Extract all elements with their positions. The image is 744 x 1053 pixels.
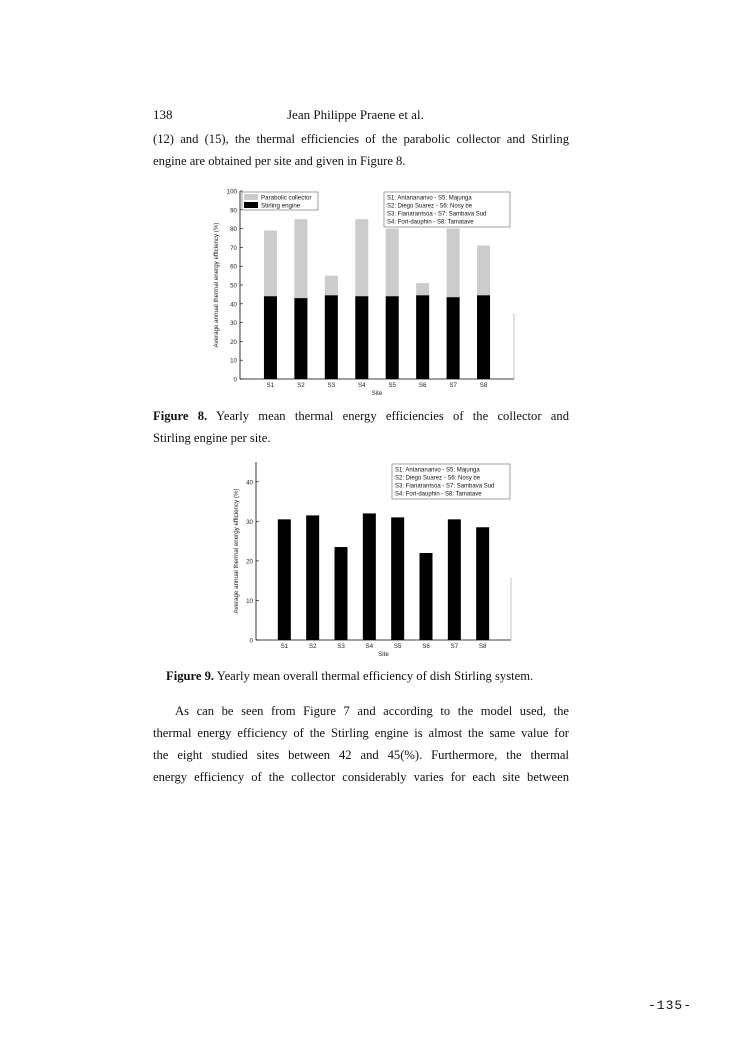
y-tick-label: 0 [233, 376, 237, 384]
bar [448, 519, 461, 640]
x-tick-label: S2 [297, 382, 305, 389]
series-legend-label: Stirling engine [261, 202, 301, 210]
y-tick-label: 30 [246, 518, 253, 526]
x-tick-label: S6 [418, 382, 427, 389]
site-legend-entry: S4: Fort-dauphin - S8: Tamatave [395, 491, 482, 498]
x-tick-label: S4 [357, 382, 366, 389]
bar [386, 296, 399, 379]
x-tick-label: S8 [479, 382, 488, 389]
y-axis-label: Average annual thermal energy efficiency (%) [213, 222, 220, 348]
bar [363, 513, 376, 640]
body-line: the eight studied sites between 42 and 45(%). Furthermore, the thermal [153, 748, 569, 762]
figure-8-svg [208, 185, 516, 397]
series-legend-swatch [244, 202, 258, 208]
x-tick-label: S4 [365, 643, 374, 650]
x-tick-label: S8 [478, 643, 487, 650]
x-tick-label: S5 [393, 643, 402, 650]
running-header-authors: Jean Philippe Praene et al. [287, 107, 424, 122]
body-paragraph [153, 700, 569, 788]
y-tick-label: 90 [230, 207, 237, 215]
bar [294, 298, 307, 379]
figure-9-svg [228, 456, 518, 661]
site-legend-entry: S2: Diego Suarez - S6: Nosy be [395, 475, 481, 482]
y-tick-label: 0 [249, 637, 253, 645]
x-tick-label: S7 [450, 643, 459, 650]
y-tick-label: 40 [230, 301, 237, 309]
y-axis-label: Average annual thermal energy efficiency (%) [233, 488, 240, 614]
x-tick-label: S6 [422, 643, 430, 650]
bar [420, 553, 433, 640]
figure-9-label: Figure 9. [166, 669, 215, 683]
y-tick-label: 50 [230, 282, 237, 290]
bar [306, 515, 319, 640]
bar [391, 517, 404, 640]
bar [416, 295, 429, 379]
x-axis-label: Site [378, 651, 389, 658]
y-tick-label: 60 [230, 263, 237, 271]
x-tick-label: S3 [327, 382, 336, 389]
figure-9-caption [166, 665, 533, 687]
site-legend-entry: S1: Antananarivo - S5: Majunga [395, 467, 480, 474]
bar [355, 296, 368, 379]
intro-line: (12) and (15), the thermal efficiencies of the parabolic collector and Stirling [153, 132, 569, 146]
x-tick-label: S5 [388, 382, 397, 389]
body-line: As can be seen from Figure 7 and according to the model used, the [175, 704, 569, 718]
body-line: thermal energy efficiency of the Stirling engine is almost the same value for [153, 726, 569, 740]
y-tick-label: 100 [226, 188, 237, 196]
figure-8-chart [208, 185, 516, 397]
figure-8-label: Figure 8. [153, 409, 208, 423]
x-tick-label: S1 [266, 382, 275, 389]
x-axis-label: Site [371, 390, 383, 397]
y-tick-label: 80 [230, 226, 237, 234]
y-tick-label: 30 [230, 320, 237, 328]
bar [278, 519, 291, 640]
x-tick-label: S1 [280, 643, 289, 650]
site-legend-entry: S4: Fort-dauphin - S8: Tamatave [387, 219, 474, 226]
series-legend-swatch [244, 194, 258, 200]
intro-line: engine are obtained per site and given in Figure 8. [153, 154, 406, 168]
bar [477, 295, 490, 379]
bar [264, 296, 277, 379]
y-tick-label: 20 [230, 338, 237, 346]
site-legend-entry: S3: Fianarantsoa - S7: Sambava Sud [395, 483, 495, 490]
footer-page-label: -135- [647, 998, 692, 1013]
bar [447, 297, 460, 379]
y-tick-label: 20 [246, 558, 253, 566]
y-tick-label: 70 [230, 244, 237, 252]
intro-paragraph [153, 128, 569, 172]
site-legend-entry: S1: Antananarivo - S5: Majunga [387, 195, 472, 202]
figure-8-caption [153, 405, 569, 449]
figure-8-caption-line [153, 405, 569, 427]
bar [335, 547, 348, 640]
figure-8-caption-text: Yearly mean thermal energy efficiencies of the collector and [216, 409, 569, 423]
bar [476, 527, 489, 640]
y-tick-label: 40 [246, 479, 253, 487]
y-tick-label: 10 [246, 597, 253, 605]
bar [325, 295, 338, 379]
figure-8-caption-line: Stirling engine per site. [153, 431, 271, 445]
x-tick-label: S2 [308, 643, 317, 650]
body-line: energy efficiency of the collector considerably varies for each site between [153, 770, 569, 784]
x-tick-label: S3 [337, 643, 345, 650]
site-legend-entry: S3: Fianarantsoa - S7: Sambava Sud [387, 211, 487, 218]
site-legend-entry: S2: Diego Suarez - S6: Nosy be [387, 203, 473, 210]
figure-9-chart [228, 456, 518, 661]
y-tick-label: 10 [230, 357, 237, 365]
series-legend-label: Parabolic collector [261, 194, 312, 202]
figure-9-caption-text: Yearly mean overall thermal efficiency of dish Stirling system. [216, 669, 534, 683]
page-number: 138 [153, 107, 173, 122]
x-tick-label: S7 [449, 382, 457, 389]
